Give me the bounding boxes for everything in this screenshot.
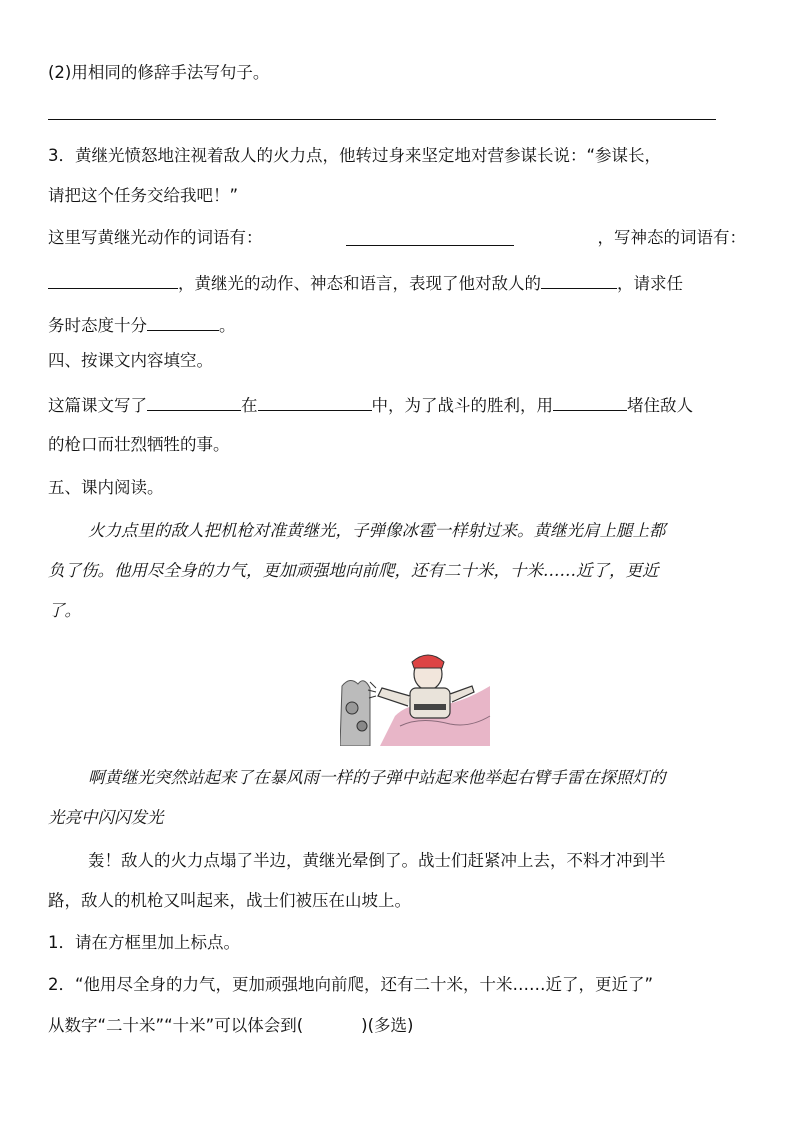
- passage-p1-line-2: 负了伤。他用尽全身的力气，更加顽强地向前爬，还有二十米，十米……近了，更近: [48, 561, 659, 580]
- question-1: 1．请在方框里加上标点。: [48, 933, 240, 952]
- blank-where[interactable]: [258, 392, 372, 411]
- question-3-line-2: 请把这个任务交给我吧！”: [48, 186, 239, 205]
- question-2-line-1: 2．“他用尽全身的力气，更加顽强地向前爬，还有二十米，十米……近了，更近了”: [48, 975, 654, 994]
- s4-text-4: 堵住敌人: [627, 396, 693, 415]
- question-2-line-2: [48, 1015, 413, 1037]
- question-3-line-5: [48, 312, 236, 337]
- question-3-line-3: [48, 227, 746, 249]
- passage-p1-line-3: 了。: [48, 601, 81, 620]
- question-3-line-1: 3．黄继光愤怒地注视着敌人的火力点，他转过身来坚定地对营参谋长说：“参谋长，: [48, 146, 662, 165]
- passage-p2-line-1: 啊黄继光突然站起来了在暴风雨一样的子弹中站起来他举起右臂手雷在探照灯的: [88, 768, 666, 787]
- s4-text-1: 这篇课文写了: [48, 396, 147, 415]
- passage-p2-line-2: 光亮中闪闪发光: [48, 808, 164, 827]
- blank-manner[interactable]: [147, 312, 219, 331]
- q2-text: 从数字“二十米”“十米”可以体会到(: [48, 1016, 304, 1035]
- soldier-illustration: [340, 646, 493, 746]
- section-4-line-2: 的枪口而壮烈牺牲的事。: [48, 435, 230, 454]
- q3-text-action: 这里写黄继光动作的词语有：: [48, 228, 263, 247]
- s4-text-3: 中，为了战斗的胜利，用: [371, 396, 553, 415]
- q2-multi-select: )(多选): [361, 1016, 414, 1035]
- blank-who[interactable]: [147, 392, 241, 411]
- answer-line: [48, 119, 716, 120]
- blank-how[interactable]: [553, 392, 627, 411]
- blank-attitude-enemy[interactable]: [541, 270, 617, 289]
- sub-question-2: (2)用相同的修辞手法写句子。: [48, 63, 270, 82]
- section-5-heading: 五、课内阅读。: [48, 478, 164, 497]
- question-3-line-4: [48, 270, 683, 295]
- q3-text-manner: 务时态度十分: [48, 316, 147, 335]
- passage-p1-line-1: 火力点里的敌人把机枪对准黄继光，子弹像冰雹一样射过来。黄继光肩上腿上都: [88, 521, 666, 540]
- q3-text-expression: ，写神态的词语有：: [597, 228, 746, 247]
- q3-text-request: ，请求任: [617, 274, 683, 293]
- section-4-line-1: [48, 392, 693, 417]
- passage-p3-line-2: 路，敌人的机枪又叫起来，战士们被压在山坡上。: [48, 891, 411, 910]
- q3-text-attitude: ，黄继光的动作、神态和语言，表现了他对敌人的: [178, 274, 541, 293]
- section-4-heading: 四、按课文内容填空。: [48, 351, 213, 370]
- q3-period: 。: [219, 316, 236, 335]
- blank-expression-words[interactable]: [48, 270, 178, 289]
- s4-text-2: 在: [241, 396, 258, 415]
- passage-p3-line-1: 轰！敌人的火力点塌了半边，黄继光晕倒了。战士们赶紧冲上去，不料才冲到半: [88, 851, 666, 870]
- blank-action-words[interactable]: [346, 227, 514, 246]
